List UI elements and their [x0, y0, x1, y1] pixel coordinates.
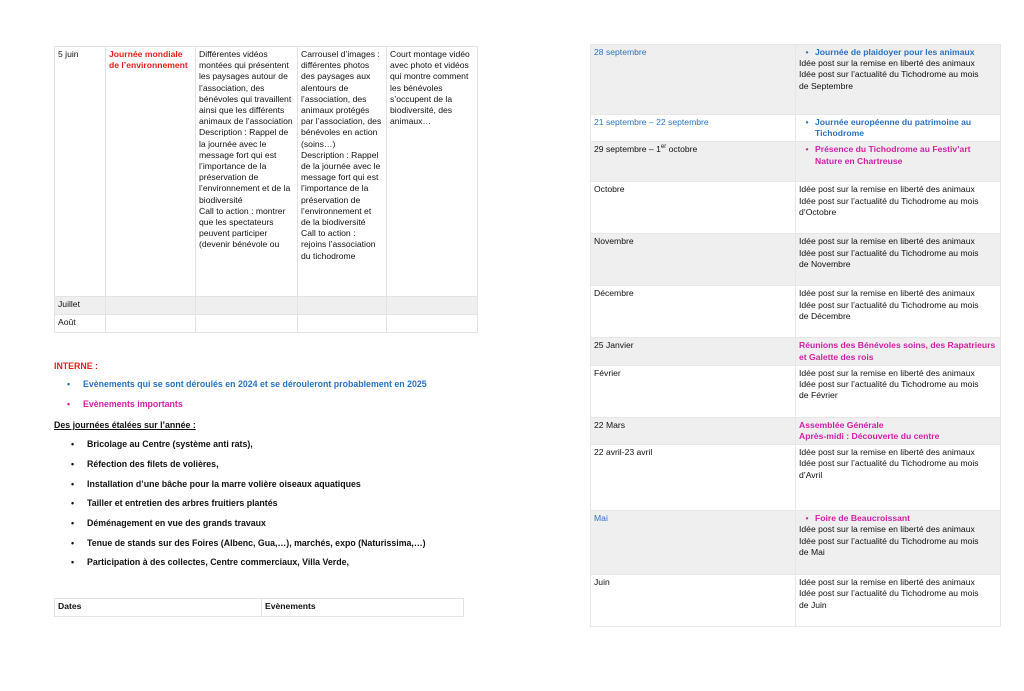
video-text: Différentes vidéos montées qui présentent les paysages autour de l’association, des bénévoles qui travaillent ainsi que les différents animaux de l’association Description : Rappel de la journée avec le message fort qui est l’importance de la préservation de l’environnement et de la biodiversité Call to action : montrer que les spectateurs peuvent participer (devenir bénévole ou	[199, 49, 293, 250]
event-title	[799, 117, 997, 139]
table-row	[591, 338, 1001, 365]
bullet-icon: •	[71, 518, 75, 528]
idea-line: Idée post sur l’actualité du Tichodrome au mois	[799, 195, 979, 206]
carousel-cell	[298, 47, 387, 297]
event-title-text: Foire de Beaucroissant	[815, 513, 911, 524]
table-row	[591, 365, 1001, 417]
event-subtitle: Après-midi : Découverte du centre	[799, 431, 940, 442]
event-title	[799, 47, 997, 58]
list-item-text: Tenue de stands sur des Foires (Albenc, Gua,…), marchés, expo (Naturissima,…)	[87, 538, 426, 548]
date-cell: Août	[55, 315, 106, 333]
list-item	[71, 538, 426, 548]
event-cell	[796, 182, 1001, 234]
list-item	[71, 498, 278, 508]
table-row	[591, 575, 1001, 627]
legend-blue-label: Evènements qui se sont déroulés en 2024 et se dérouleront probablement en 2025	[83, 379, 427, 389]
empty-cell	[196, 297, 298, 315]
spread-heading: Des journées étalées sur l’année :	[54, 420, 196, 430]
bullet-icon: •	[805, 144, 809, 155]
table-row	[591, 115, 1001, 142]
table-row	[591, 286, 1001, 338]
bullet-icon: •	[805, 47, 809, 57]
idea-line: Idée post sur la remise en liberté des animaux	[799, 447, 975, 458]
carousel-text: Carrousel d’images : différentes photos des paysages aux alentours de l’association, des animaux protégés par l’association, des bénévoles en action (soins…) Description : Rappel de la journée avec le message fort qui est l’importance de la préservation de l’environnement et de la biodiversité Call to action : rejoins l’association du tichodrome	[301, 49, 382, 261]
bullet-icon: •	[71, 538, 75, 548]
event-title	[799, 144, 997, 166]
event-cell: Réunions des Bénévoles soins, des Rapatrieurs et Galette des rois	[796, 338, 1001, 365]
date-cell: 22 avril-23 avril	[591, 445, 796, 511]
empty-cell	[106, 315, 196, 333]
event-cell	[796, 511, 1001, 575]
date-cell: Décembre	[591, 286, 796, 338]
legend-pink-label: Evènements importants	[83, 399, 183, 409]
idea-line: Idée post sur l’actualité du Tichodrome au mois	[799, 588, 979, 599]
idea-line: Idée post sur la remise en liberté des animaux	[799, 184, 975, 195]
list-item-text: Réfection des filets de volières,	[87, 459, 219, 469]
interne-heading: INTERNE :	[54, 361, 98, 371]
idea-line: Idée post sur l’actualité du Tichodrome au mois	[799, 458, 979, 469]
list-item-text: Installation d’une bâche pour la marre volière oiseaux aquatiques	[87, 479, 361, 489]
event-title-text: Journée de plaidoyer pour les animaux	[815, 47, 975, 57]
event-title-text: Journée européenne du patrimoine au Tichodrome	[815, 117, 972, 139]
table-row	[591, 142, 1001, 182]
event-cell	[796, 445, 1001, 511]
idea-line: Idée post sur la remise en liberté des animaux	[799, 288, 975, 299]
table-row	[591, 182, 1001, 234]
event-title-cell: Journée mondiale de l’environnement	[106, 47, 196, 297]
idea-line: Idée post sur l’actualité du Tichodrome au mois	[799, 247, 979, 258]
video-cell	[196, 47, 298, 297]
event-cell	[796, 575, 1001, 627]
month-line: de Novembre	[799, 258, 851, 269]
list-item-text: Déménagement en vue des grands travaux	[87, 518, 266, 528]
list-item-text: Bricolage au Centre (système anti rats),	[87, 439, 253, 449]
table-row	[591, 417, 1001, 444]
event-cell	[796, 142, 1001, 182]
event-cell	[796, 234, 1001, 286]
event-title	[799, 513, 997, 524]
idea-line: Idée post sur l’actualité du Tichodrome au mois	[799, 535, 979, 546]
month-line: de Septembre	[799, 80, 853, 91]
list-item	[71, 479, 361, 489]
event-title-text: Présence du Tichodrome au Festiv’art Nature en Chartreuse	[815, 144, 971, 166]
montage-cell: Court montage vidéo avec photo et vidéos qui montre comment les bénévoles s’occupent de la biodiversité, des animaux…	[387, 47, 478, 297]
dates-table	[54, 598, 464, 617]
table-row	[55, 315, 478, 333]
date-cell: 22 Mars	[591, 417, 796, 444]
legend-blue	[67, 379, 427, 389]
table-row	[591, 511, 1001, 575]
idea-line: Idée post sur la remise en liberté des animaux	[799, 367, 975, 378]
bullet-icon: •	[71, 459, 75, 469]
month-line: de Juin	[799, 599, 827, 610]
bullet-icon: •	[67, 379, 71, 389]
date-cell: Octobre	[591, 182, 796, 234]
date-cell: Mai	[591, 511, 796, 575]
event-cell	[796, 417, 1001, 444]
date-cell: Novembre	[591, 234, 796, 286]
idea-line: Idée post sur l’actualité du Tichodrome au mois	[799, 379, 979, 390]
date-cell: 28 septembre	[591, 45, 796, 115]
bullet-icon: •	[71, 498, 75, 508]
date-cell: Juin	[591, 575, 796, 627]
idea-line: Idée post sur l’actualité du Tichodrome au mois	[799, 69, 979, 80]
date-text: 29 septembre – 1	[594, 144, 661, 155]
events-header: Evènements	[262, 599, 464, 617]
right-page	[512, 0, 1024, 691]
date-cell: Juillet	[55, 297, 106, 315]
list-item-text: Tailler et entretien des arbres fruitiers plantés	[87, 498, 278, 508]
empty-cell	[106, 297, 196, 315]
idea-line: Idée post sur la remise en liberté des animaux	[799, 58, 975, 69]
date-cell: 5 juin	[55, 47, 106, 297]
date-cell: Février	[591, 365, 796, 417]
table-row	[591, 234, 1001, 286]
date-text: octobre	[666, 144, 698, 155]
table-row	[591, 45, 1001, 115]
legend-pink	[67, 399, 183, 409]
month-line: de Février	[799, 390, 838, 401]
dates-header: Dates	[55, 599, 262, 617]
list-item	[71, 518, 266, 528]
date-sup: er	[660, 144, 667, 151]
event-cell	[796, 286, 1001, 338]
empty-cell	[387, 297, 478, 315]
list-item	[71, 439, 253, 449]
list-item	[71, 459, 219, 469]
event-cell	[796, 115, 1001, 142]
month-line: de Décembre	[799, 310, 851, 321]
idea-line: Idée post sur l’actualité du Tichodrome au mois	[799, 299, 979, 310]
empty-cell	[298, 297, 387, 315]
bullet-icon: •	[71, 439, 75, 449]
bullet-icon: •	[805, 117, 809, 127]
idea-line: Idée post sur la remise en liberté des animaux	[799, 577, 975, 588]
table-row	[55, 47, 478, 297]
date-cell: 21 septembre – 22 septembre	[591, 115, 796, 142]
bullet-icon: •	[71, 479, 75, 489]
month-line: d’Avril	[799, 469, 823, 480]
campaign-table	[54, 46, 478, 333]
bullet-icon: •	[67, 399, 71, 409]
empty-cell	[387, 315, 478, 333]
event-cell	[796, 45, 1001, 115]
month-line: d’Octobre	[799, 206, 837, 217]
list-item	[71, 557, 349, 567]
list-item-text: Participation à des collectes, Centre commerciaux, Villa Verde,	[87, 557, 349, 567]
empty-cell	[196, 315, 298, 333]
date-cell: 25 Janvier	[591, 338, 796, 365]
table-row	[591, 445, 1001, 511]
event-cell	[796, 365, 1001, 417]
idea-line: Idée post sur la remise en liberté des animaux	[799, 524, 975, 535]
bullet-icon: •	[805, 513, 809, 524]
bullet-icon: •	[71, 557, 75, 567]
month-line: de Mai	[799, 546, 825, 557]
date-cell	[591, 142, 796, 182]
table-header-row	[55, 599, 464, 617]
empty-cell	[298, 315, 387, 333]
table-row	[55, 297, 478, 315]
calendar-table	[590, 44, 1001, 627]
idea-line: Idée post sur la remise en liberté des animaux	[799, 236, 975, 247]
event-title: Assemblée Générale	[799, 419, 884, 430]
